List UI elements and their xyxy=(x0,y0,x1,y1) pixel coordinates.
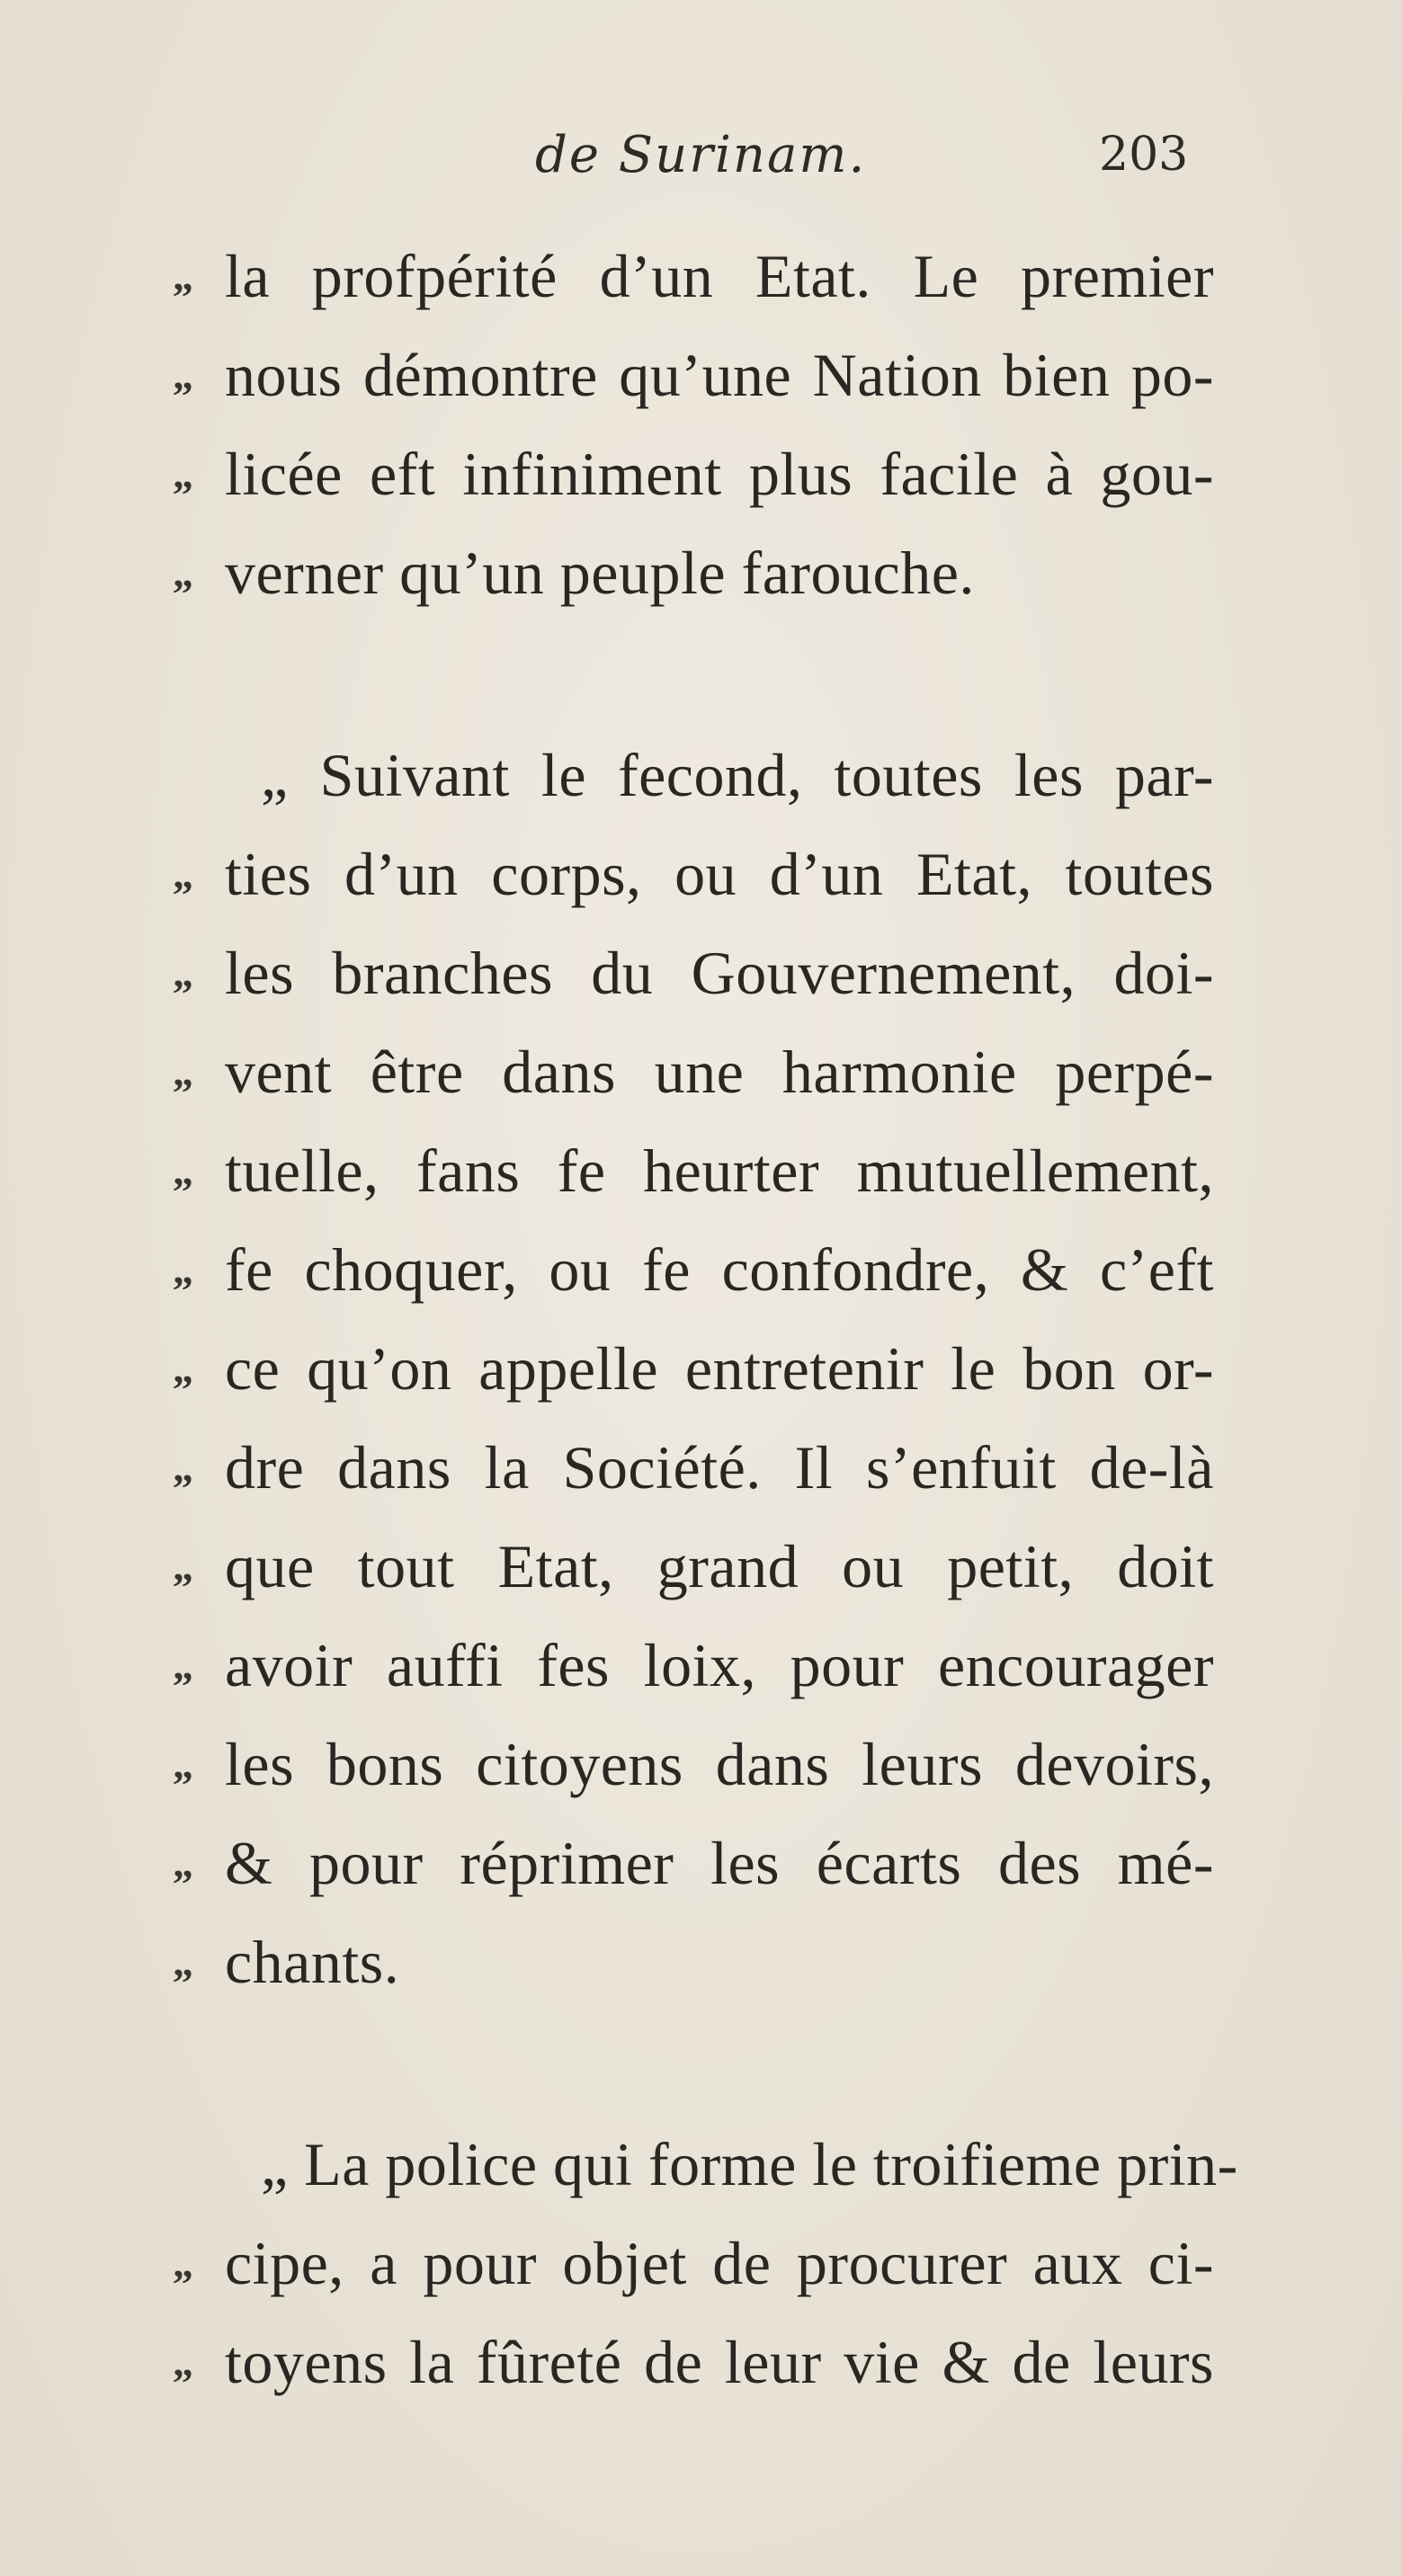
text-line xyxy=(0,1022,1402,1121)
text-line xyxy=(0,1715,1402,1814)
line-text: vent être dans une harmonie perpé- xyxy=(225,1038,1214,1106)
line-text: „ La police qui forme le troifieme prin- xyxy=(261,2130,1238,2198)
text-line xyxy=(0,2214,1402,2313)
line-text: fe choquer, ou fe confondre, & c’eft xyxy=(225,1235,1214,1304)
line-text: chants. xyxy=(225,1928,400,1996)
text-line xyxy=(0,1418,1402,1517)
quote-mark: „ xyxy=(173,253,193,299)
line-text: que tout Etat, grand ou petit, doit xyxy=(225,1532,1214,1600)
quote-mark: „ xyxy=(173,2339,193,2384)
line-text: licée eft infiniment plus facile à gou- xyxy=(225,440,1214,508)
line-text: ce qu’on appelle entretenir le bon or- xyxy=(225,1334,1214,1403)
text-line xyxy=(0,1319,1402,1418)
text-line xyxy=(0,1121,1402,1220)
line-text: les bons citoyens dans leurs devoirs, xyxy=(225,1730,1214,1798)
quote-mark: „ xyxy=(173,1147,193,1193)
paragraph-gap xyxy=(0,2011,1402,2115)
text-line xyxy=(0,1912,1402,2011)
text-line xyxy=(0,1220,1402,1319)
quote-mark: „ xyxy=(173,450,193,496)
text-line xyxy=(0,1814,1402,1912)
text-line xyxy=(0,523,1402,622)
line-text: nous démontre qu’une Nation bien po- xyxy=(225,341,1214,409)
paragraph-gap xyxy=(0,622,1402,726)
line-text: ties d’un corps, ou d’un Etat, toutes xyxy=(225,840,1214,908)
text-line xyxy=(0,325,1402,424)
quote-mark: „ xyxy=(173,549,193,595)
line-text: „ Suivant le fecond, toutes les par- xyxy=(261,741,1214,809)
line-text: dre dans la Société. Il s’enfuit de-là xyxy=(225,1433,1214,1502)
quote-mark: „ xyxy=(173,1048,193,1094)
text-line xyxy=(0,726,1402,824)
quote-mark: „ xyxy=(173,1543,193,1589)
quote-mark: „ xyxy=(173,1840,193,1885)
line-text: verner qu’un peuple farouche. xyxy=(225,539,975,607)
quote-mark: „ xyxy=(173,851,193,896)
quote-mark: „ xyxy=(173,1741,193,1787)
text-line xyxy=(0,227,1402,325)
quote-mark: „ xyxy=(173,1345,193,1391)
text-line xyxy=(0,824,1402,923)
line-text: les branches du Gouvernement, doi- xyxy=(225,939,1214,1007)
quote-mark: „ xyxy=(173,1246,193,1292)
quote-mark: „ xyxy=(173,2240,193,2286)
text-line xyxy=(0,2115,1402,2214)
line-text: & pour réprimer les écarts des mé- xyxy=(225,1829,1214,1897)
quote-mark: „ xyxy=(173,1642,193,1688)
quote-mark: „ xyxy=(173,949,193,995)
body-text xyxy=(0,227,1402,2411)
line-text: tuelle, fans fe heurter mutuellement, xyxy=(225,1136,1214,1205)
text-line xyxy=(0,424,1402,523)
quote-mark: „ xyxy=(173,352,193,397)
line-text: avoir auffi fes loix, pour encourager xyxy=(225,1631,1214,1699)
text-line xyxy=(0,2313,1402,2411)
line-text: cipe, a pour objet de procurer aux ci- xyxy=(225,2229,1214,2297)
text-line xyxy=(0,1517,1402,1616)
line-text: la profpérité d’un Etat. Le premier xyxy=(225,242,1214,310)
line-text: toyens la fûreté de leur vie & de leurs xyxy=(225,2328,1214,2396)
quote-mark: „ xyxy=(173,1939,193,1984)
quote-mark: „ xyxy=(173,1444,193,1490)
page-number: 203 xyxy=(1099,128,1189,182)
running-title: de Surinam. xyxy=(535,126,867,184)
text-line xyxy=(0,923,1402,1022)
text-line xyxy=(0,1616,1402,1715)
page-header xyxy=(0,126,1402,198)
